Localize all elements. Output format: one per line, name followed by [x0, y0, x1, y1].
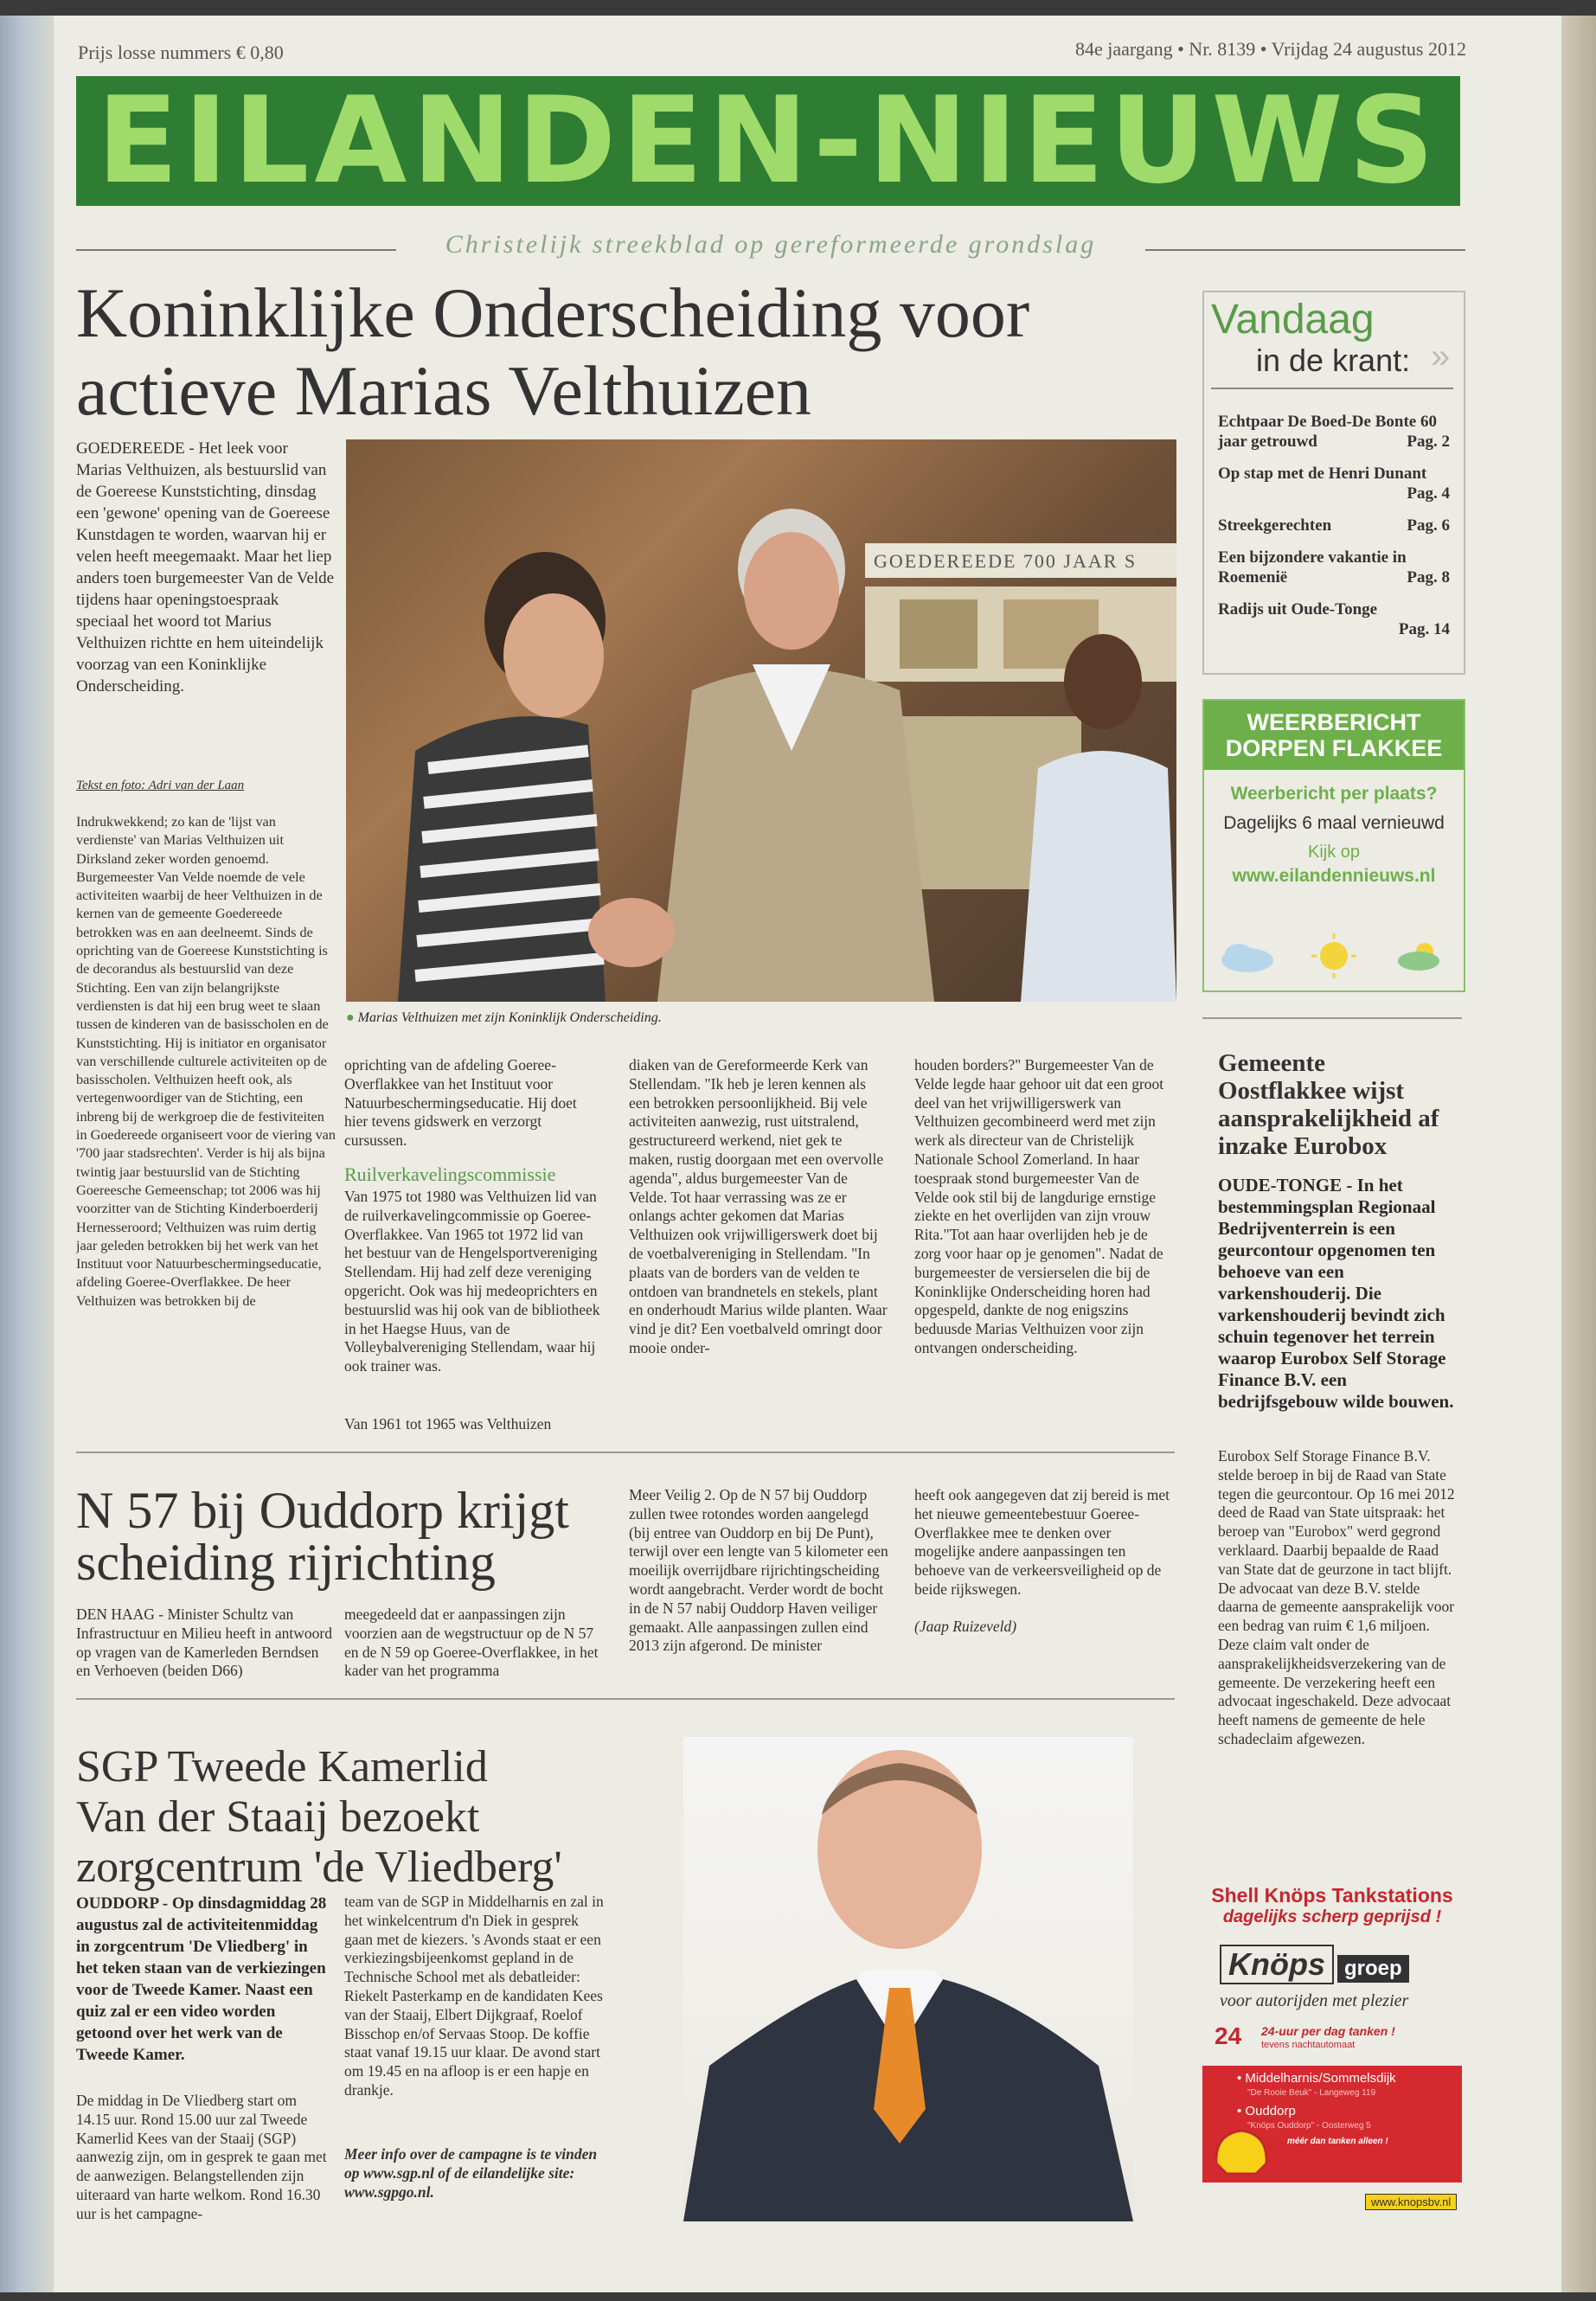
n57-column-3: Meer Veilig 2. Op de N 57 bij Ouddorp zullen twee rotondes worden aangelegd (bij entree van Ouddorp en bij De Punt), terwijl over een lengte van 5 kilometer een moeilijk overrijdbare rijrichtingscheiding wordt aangebracht. Verder wordt de bocht in de N 57 nabij Ouddorp Haven veiliger gemaakt. Alle aanpassingen zullen eind 2013 zijn afgerond. De minister [629, 1486, 888, 1655]
lead-credit: Tekst en foto: Adri van der Laan [76, 779, 245, 792]
gemeente-intro: OUDE-TONGE - In het bestemmingsplan Regionaal Bedrijventerrein is een geurcontour opgenomen ten behoeve van een varkenshouderij. Die varkenshouderij bevindt zich schuin tegenover het terrein waarop Eurobox Self Storage Finance B.V. een bedrijfsgebouw wilde bouwen. [1218, 1175, 1454, 1412]
ad-location-2-note: méér dan tanken alleen ! [1287, 2137, 1388, 2146]
left-page-edge [0, 16, 54, 2292]
ad-motto: voor autorijden met plezier [1220, 1991, 1409, 2010]
lead-column-3: diaken van de Gereformeerde Kerk van Stellendam. "Ik heb je leren kennen als een betrokken persoonlijkheid. Bij vele activiteiten aanwezig, rust uitstralend, gestructureerd werkend, niet gek te maken, rustig doorgaan met een overvolle agenda", aldus burgemeester Van de Velde. Tot haar verrassing was ze er onlangs achter gekomen dat Marias Velthuizen ook vrijwilligerswerk doet bij de voetbalvereniging in Stellendam. "In plaats van de borders van de velden te ontdoen van brandnetels en stekels, plant en onderhoudt Marius wilde planten. Waar vind je dit? Een voetbalveld omringt door mooie onder- [629, 1056, 888, 1356]
lead-headline-line-2: actieve Marias Velthuizen [76, 351, 812, 430]
cloud-icon [1221, 944, 1273, 972]
lead-subhead: Ruilverkavelingscommissie [344, 1163, 556, 1185]
ad-logo-tag: groep [1337, 1955, 1409, 1983]
lead-column-2a: oprichting van de afdeling Goeree-Overflakkee van het Instituut voor Natuurbeschermingseducatie. Hij doet hier tevens gidswerk en verzorgt cursussen. [344, 1056, 577, 1150]
right-page-edge [1561, 16, 1596, 2292]
weather-title-1: WEERBERICHT [1247, 709, 1421, 735]
ad-logo: Knöps [1220, 1945, 1334, 1984]
ad-hours-badge: 24 [1215, 2022, 1242, 2049]
lead-column-4: houden borders?" Burgemeester Van de Velde legde haar gehoor uit dat een groot deel van het vrijwilligerswerk van Velthuizen gecombineerd werd met zijn werk als directeur van de Christelijk Nationale School Zomerland. In haar toespraak stond burgemeester Van de Velde ook stil bij de langdurige ernstige ziekte en het overlijden van zijn vrouw Rita."Tot aan haar overlijden heb je de zorg voor haar op je genomen". Nadat de burgemeester de versierselen die bij de Koninklijke Onderscheiding horen had opgespeld, dankte de nog enigszins beduusde Marias Velthuizen voor zijn ontvangen onderscheiding. [914, 1056, 1164, 1356]
toc-label: Een bijzondere vakantie in Roemenië [1218, 548, 1407, 586]
n57-column-2: meegedeeld dat er aanpassingen zijn voorzien aan de wegstructuur op de N 57 en de N 59 op Goeree-Overflakkee, in het kader van het programma [344, 1606, 599, 1680]
weather-header [1204, 701, 1464, 770]
issue-info: 84e jaargang • Nr. 8139 • Vrijdag 24 augustus 2012 [1075, 38, 1466, 60]
toc-label: Streekgerechten [1218, 516, 1332, 535]
masthead-logo: EILANDEN-NIEUWS [76, 76, 1460, 206]
tagline: Christelijk streekblad op gereformeerde grondslag [76, 230, 1465, 265]
caption-bullet: ● [346, 1010, 358, 1025]
caption-text: Marias Velthuizen met zijn Koninklijk Onderscheiding. [357, 1010, 662, 1025]
gemeente-headline: Gemeente Oostflakkee wijst aansprakelijkheid af inzake Eurobox [1218, 1049, 1439, 1160]
ad-location-2: • Ouddorp [1237, 2104, 1296, 2118]
chevron-right-icon: » [1431, 337, 1451, 375]
sgp-column-2: team van de SGP in Middelharnis en zal in het winkelcentrum d'n Diek in gesprek gaan met de kiezers. 's Avonds staat er een verkiezingsbijeenkomst gepland in de Technische School met als debatleider: Riekelt Pasterkamp en de kandidaten Kees van der Staaij, Elbert Dijkgraaf, Roelof Bisschop en/of Servaas Stoop. De koffie staat vanaf 19.15 uur klaar. De avond start om 19.45 en na afloop is er een hapje en drankje. [344, 1893, 604, 2099]
weather-question: Weerbericht per plaats? [1230, 784, 1438, 804]
n57-credit: (Jaap Ruizeveld) [914, 1618, 1017, 1635]
toc-label: Radijs uit Oude-Tonge [1218, 600, 1378, 619]
toc-item[interactable] [1218, 516, 1450, 535]
lead-column-1: Indrukwekkend; zo kan de 'lijst van verdienste' van Marias Velthuizen uit Dirksland zeker worden genoemd. Burgemeester Van Velde noemde de vele activiteiten waarbij de heer Velthuizen in de kernen van de gemeente Goedereede betrokken was en aan deelneemt. Sinds de oprichting van de Goereese Kunststichting is de decorandus als bestuurslid van deze Stichting. Een van zijn belangrijkste verdiensten is dat hij een brug weet te slaan tussen de kinderen van de basisscholen en de Kunststichting. Hij is initiator en organisator van verschillende culturele activiteiten op de basisscholen. Velthuizen heeft ook, als vertegenwoordiger van de Stichting, een inbreng bij de werkgroep die de festiviteiten in Goedereede organiseert voor de viering van '700 jaar stadsrechten'. Verder is hij als bijna twintig jaar bestuurslid van de Stichting Goereesche Gemeenschap; tot 2006 was hij voorzitter van de Stichting Kinderboerderij Hernesseroord; Velthuizen was ruim dertig jaar geleden betrokken bij het werk van het Instituut voor Natuurbeschermingseducatie, afdeling Goeree-Overflakkee. De heer Velthuizen was betrokken bij de [76, 814, 336, 1309]
sgp-headline-line-1: SGP Tweede Kamerlid [76, 1742, 488, 1791]
sgp-intro: OUDDORP - Op dinsdagmiddag 28 augustus zal de activiteitenmiddag in zorgcentrum 'De Vliedberg' in het teken staan van de verkiezingen voor de Tweede Kamer. Naast een quiz zal er een video worden getoond over het werk van de Tweede Kamer. [76, 1894, 327, 2064]
lead-caption [346, 1010, 1176, 1026]
lead-photo [346, 439, 1176, 1002]
sun-icon [1311, 933, 1356, 978]
sgp-column-1: De middag in De Vliedberg start om 14.15 uur. Rond 15.00 uur zal Tweede Kamerlid Kees van der Staaij (SGP) aanwezig zijn, om in gesprek te gaan met de aanwezigen. Belangstellenden zijn uiteraard van harte welkom. Rond 16.30 uur is het campagne- [76, 2092, 327, 2222]
sgp-headline-line-3: zorgcentrum 'de Vliedberg' [76, 1843, 562, 1892]
sun-cloud-icon [1398, 943, 1439, 971]
toc-item[interactable] [1218, 464, 1450, 503]
weather-url-link[interactable]: www.eilandennieuws.nl [1232, 866, 1436, 886]
newspaper-page [0, 16, 1561, 2292]
sgp-portrait-photo [683, 1737, 1133, 2221]
toc-page: Pag. 4 [1407, 484, 1450, 503]
toc-page: Pag. 8 [1407, 568, 1450, 586]
ad-url-link[interactable]: www.knopsbv.nl [1365, 2194, 1457, 2210]
ad-hours-sub: tevens nachtautomaat [1261, 2040, 1356, 2050]
ad-title: Shell Knöps Tankstations [1211, 1884, 1453, 1907]
lead-intro: GOEDEREEDE - Het leek voor Marias Velthuizen, als bestuurslid van de Goereese Kunststichting, dinsdag een 'gewone' opening van de Goereese Kunstdagen te worden, waarvan hij er velen heeft meegemaakt. Maar het liep anders toen burgemeester Van de Velde tijdens haar openingstoespraak speciaal het woord tot Marius Velthuizen richtte en hem uiteindelijk voorzag van een Koninklijke Onderscheiding. [76, 439, 335, 695]
photo-banner-text: GOEDEREEDE 700 JAAR S [874, 550, 1138, 572]
lead-headline-line-1: Koninklijke Onderscheiding voor [76, 273, 1030, 352]
toc-page: Pag. 6 [1407, 516, 1450, 535]
lead-column-2b: Van 1975 tot 1980 was Velthuizen lid van de ruilverkavelingcommissie op Goeree-Overflakkee. Van 1965 tot 1972 lid van het bestuur van de Hengelsportvereniging Stellendam. Hij had zelf deze vereniging opgericht. Ook was hij medeoprichters en bestuurslid was hij ook van de bibliotheek in het Haegse Huus, van de Volleybalvereniging Stellendam, waar hij ook trainer was. [344, 1188, 600, 1375]
sgp-headline-line-2: Van der Staaij bezoekt [76, 1792, 480, 1842]
n57-column-4: heeft ook aangegeven dat zij bereid is met het nieuwe gemeentebestuur Goeree-Overflakkee mee te denken over mogelijke andere aanpassingen ten behoeve van de verkeersveiligheid op de beide rijkswegen. [914, 1486, 1170, 1598]
weather-icons [1204, 930, 1464, 982]
lead-column-2c: Van 1961 tot 1965 was Velthuizen [344, 1415, 552, 1433]
weather-title-2: DORPEN FLAKKEE [1225, 735, 1443, 761]
ad-location-1: • Middelharnis/Sommelsdijk [1237, 2071, 1396, 2086]
n57-column-1: DEN HAAG - Minister Schultz van Infrastructuur en Milieu heeft in antwoord op vragen van de Kamerleden Berndsen en Verhoeven (beiden D66) [76, 1606, 332, 1680]
toc-page: Pag. 2 [1407, 433, 1450, 451]
price-label: Prijs losse nummers € 0,80 [78, 42, 284, 63]
toc-item[interactable] [1218, 412, 1450, 452]
toc-label: Echtpaar De Boed-De Bonte 60 jaar getrouwd [1218, 413, 1437, 451]
weather-box[interactable] [1202, 699, 1465, 992]
vandaag-box [1202, 291, 1465, 675]
knops-advertisement[interactable] [1202, 1884, 1462, 2221]
toc-item[interactable] [1218, 599, 1450, 639]
vandaag-title: Vandaag [1211, 297, 1375, 343]
ad-slogan: dagelijks scherp geprijsd ! [1222, 1907, 1442, 1926]
n57-headline-line-2: scheiding rijrichting [76, 1534, 496, 1591]
weather-daily: Dagelijks 6 maal vernieuwd [1223, 813, 1445, 833]
vandaag-subtitle: in de krant: [1256, 343, 1411, 378]
toc-label: Op stap met de Henri Dunant [1218, 465, 1427, 483]
weather-kijk: Kijk op [1307, 843, 1361, 862]
ad-location-1-sub: "De Rooie Beuk" - Langeweg 119 [1247, 2088, 1376, 2098]
gemeente-body: Eurobox Self Storage Finance B.V. stelde beroep in bij de Raad van State tegen die geurcontour. Op 16 mei 2012 deed de Raad van State uitspraak: het beroep van "Eurobox" werd gegrond verklaard. Daarbij bepaalde de Raad van State dat de geurzone in tact blijft. De advocaat van deze B.V. stelde daarna de gemeente aansprakelijk voor een bedrag van ruim € 1,6 miljoen. Deze claim valt onder de aansprakelijkheidsverzekering van de gemeente. De verzekering heeft een advocaat ingeschakeld. Deze advocaat heeft namens de gemeente de hele schadeclaim afgewezen. [1218, 1447, 1455, 1747]
toc-item[interactable] [1218, 548, 1450, 587]
toc-page: Pag. 14 [1398, 620, 1450, 638]
ad-location-2-sub: "Knöps Ouddorp" - Oosterweg 5 [1247, 2121, 1371, 2131]
sgp-more-info: Meer info over de campagne is te vinden op www.sgp.nl of de eilandelijke site: www.sgpgo.nl. [344, 2145, 598, 2201]
shell-logo-icon [1211, 2129, 1272, 2181]
ad-hours-text: 24-uur per dag tanken ! [1261, 2024, 1395, 2038]
n57-headline-line-1: N 57 bij Ouddorp krijgt [76, 1482, 569, 1539]
